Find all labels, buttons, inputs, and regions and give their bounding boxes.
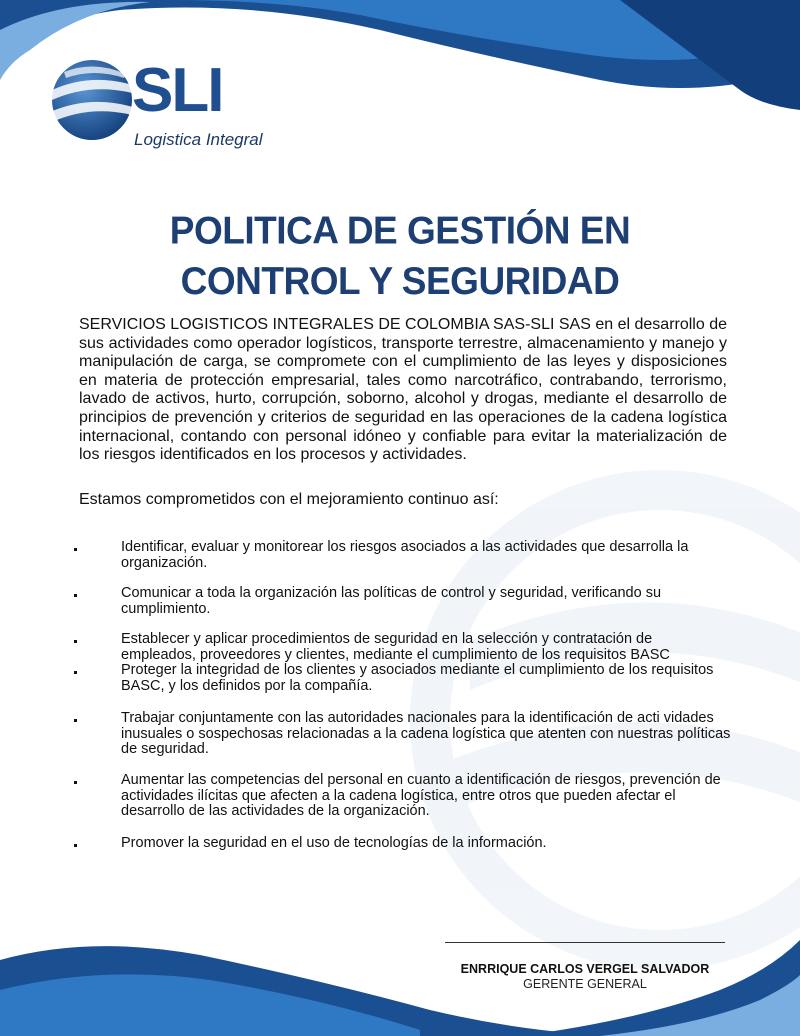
title-line-2: CONTROL Y SEGURIDAD	[180, 259, 620, 303]
company-logo	[44, 50, 274, 160]
signatory-name: ENRRIQUE CARLOS VERGEL SALVADOR	[460, 962, 710, 976]
lead-sentence: Estamos comprometidos con el mejoramiento continuo así:	[79, 491, 499, 508]
document-title	[0, 206, 800, 307]
bullet-icon	[74, 719, 77, 722]
list-item-text: Aumentar las competencias del personal en cuanto a identificación de riesgos, prevención de actividades ilícitas que afecten a la cadena logística, entre otros que pueden afectar el desarrollo de las actividades de la organización.	[121, 772, 721, 820]
list-item-text: Establecer y aplicar procedimientos de seguridad en la selección y contratación de empleados, proveedores y clientes, mediante el cumplimiento de los requisitos BASC	[121, 631, 670, 663]
list-item-text: Proteger la integridad de los clientes y asociados mediante el cumplimiento de los requisitos BASC, y los definidos por la compañía.	[121, 662, 714, 694]
list-item-text: Promover la seguridad en el uso de tecnologías de la información.	[121, 835, 547, 851]
bullet-icon	[74, 844, 77, 847]
bullet-icon	[74, 640, 77, 643]
bullet-icon	[74, 548, 77, 551]
bullet-icon	[74, 594, 77, 597]
list-item-text: Comunicar a toda la organización las políticas de control y seguridad, verificando su cumplimiento.	[121, 585, 662, 617]
bullet-icon	[74, 781, 77, 784]
list-item-text: Identificar, evaluar y monitorear los riesgos asociados a las actividades que desarrolla la organización.	[121, 539, 689, 571]
title-line-1: POLITICA DE GESTIÓN EN	[169, 208, 631, 252]
signatory-role: GERENTE GENERAL	[523, 977, 647, 991]
logo-tagline: Logistica Integral	[134, 130, 263, 149]
list-item-text: Trabajar conjuntamente con las autoridades nacionales para la identificación de acti vidades inusuales o sospechosas relacionadas a la cadena logística que atenten con nuestras políticas de seguridad.	[121, 710, 731, 758]
bullet-icon	[74, 671, 77, 674]
signature-line	[445, 942, 725, 943]
globe-icon	[44, 50, 140, 146]
logo-wordmark: SLI	[132, 56, 223, 125]
intro-paragraph: SERVICIOS LOGISTICOS INTEGRALES DE COLOMBIA SAS-SLI SAS en el desarrollo de sus actividades como operador logísticos, transporte terrestre, almacenamiento y manejo y manipulación de carga, se compromete con el cumplimiento de las leyes y disposiciones en materia de protección empresarial, tales como narcotráfico, contrabando, terrorismo, lavado de activos, hurto, corrupción, soborno, alcohol y drogas, mediante el desarrollo de principios de prevención y criterios de seguridad en las operaciones de la cadena logística internacional, contando con personal idóneo y confiable para evitar la materialización de los riesgos identificados en los procesos y actividades.	[79, 316, 727, 464]
